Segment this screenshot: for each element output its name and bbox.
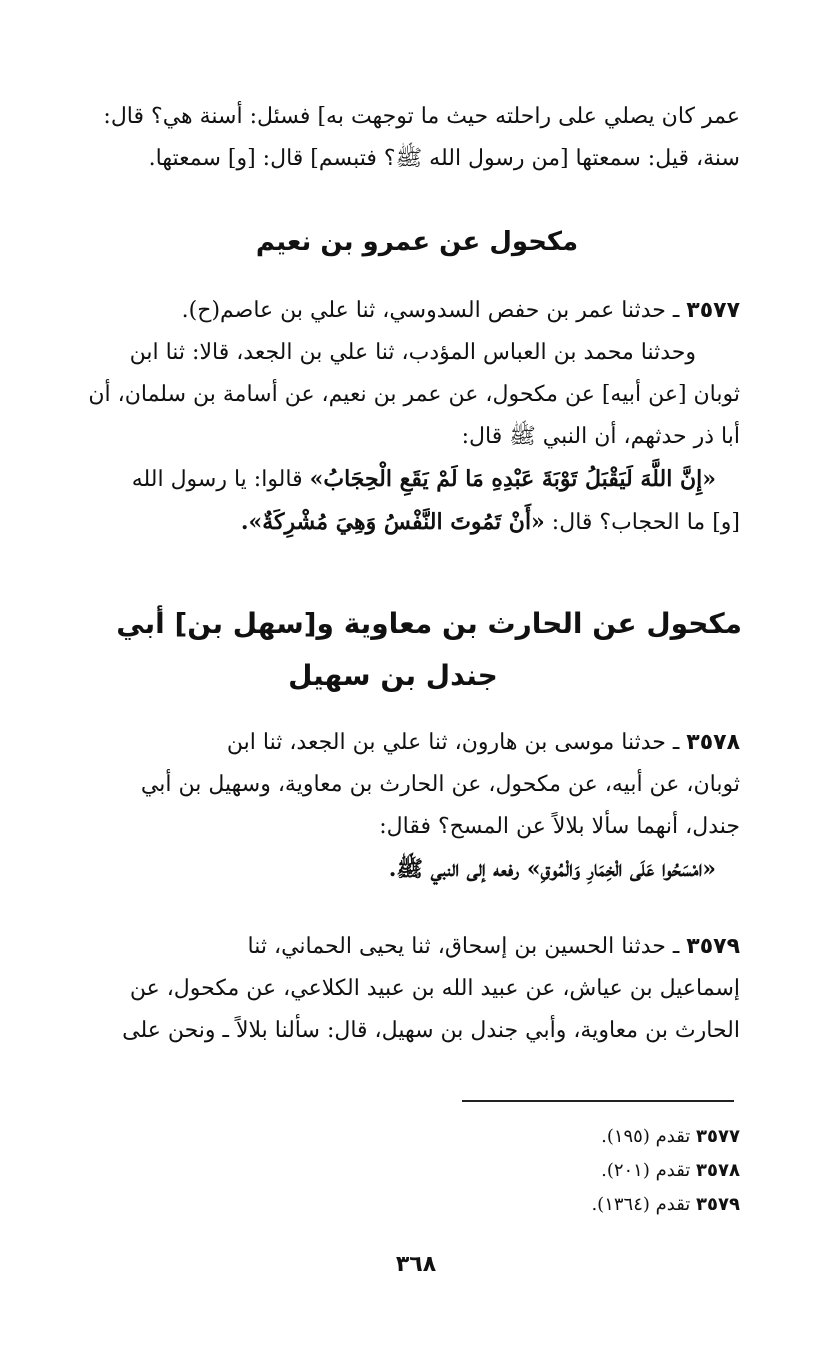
continuation-paragraph [90,96,740,180]
hadith-number: ٣٥٧٨ [686,730,740,755]
footnote [591,1188,740,1222]
quote-question: [و] ما الحجاب؟ قال: [544,510,740,535]
hadith-3578 [90,722,740,890]
hadith-first-line [90,290,740,332]
text-line: إسماعيل بن عياش، عن عبيد الله بن عبيد الكلاعي، عن مكحول، عن [129,976,740,1001]
quote-continuation: قالوا: يا رسول الله [131,467,310,492]
text-line: سنة، قيل: سمعتها [من رسول الله ﷺ؟ فتبسم] قال: [و] سمعتها. [148,146,740,171]
text-line: أبا ذر حدثهم، أن النبي ﷺ قال: [461,424,740,449]
text-line: جندل، أنهما سألا بلالاً عن المسح؟ فقال: [379,814,740,839]
text-line: عمر كان يصلي على راحلته حيث ما توجهت به] فسئل: أسنة هي؟ قال: [103,104,740,129]
prophetic-quote: «أَنْ تَمُوتَ النَّفْسُ وَهِيَ مُشْرِكَةٌ». [240,509,545,535]
footnotes [591,1120,740,1222]
footnote-divider [462,1100,734,1102]
prophetic-quote: «إِنَّ اللَّهَ لَيَقْبَلُ تَوْبَةَ عَبْدِهِ مَا لَمْ يَقَعِ الْحِجَابُ» [309,466,716,492]
footnote-number: ٣٥٧٩ [696,1194,740,1215]
hadith-chain: ـ حدثنا موسى بن هارون، ثنا علي بن الجعد، ثنا ابن [226,730,687,755]
heading-line: مكحول عن الحارث بن معاوية و[سهل بن] أبي [116,607,742,640]
footnote-text: تقدم (٢٠١). [601,1160,697,1181]
footnote [591,1120,740,1154]
text-line: الحارث بن معاوية، وأبي جندل بن سهيل، قال: سألنا بلالاً ـ ونحن على [122,1018,740,1043]
section-heading [44,598,742,702]
hadith-number: ٣٥٧٩ [686,934,740,959]
text-line: ثوبان، عن أبيه، عن مكحول، عن الحارث بن معاوية، وسهيل بن أبي [140,772,740,797]
hadith-chain: ـ حدثنا عمر بن حفص السدوسي، ثنا علي بن عاصم(ح). [181,298,687,323]
prophetic-quote: «امْسَحُوا عَلَى الْخِمَارِ وَالْمُوقِ» رفعه إلى النبي ﷺ. [388,856,716,882]
footnote-text: تقدم (١٣٦٤). [591,1194,697,1215]
quote-line [90,501,740,544]
heading-line: جندل بن سهيل [288,659,498,692]
hadith-3579 [90,926,740,1052]
footnote [591,1154,740,1188]
section-heading: مكحول عن عمرو بن نعيم [255,227,579,257]
hadith-chain: ـ حدثنا الحسين بن إسحاق، ثنا يحيى الحماني، ثنا [247,934,687,959]
page-number: ٣٦٨ [395,1252,437,1277]
footnote-text: تقدم (١٩٥). [601,1126,697,1147]
hadith-first-line [90,722,740,764]
hadith-first-line [90,926,740,968]
hadith-3577 [90,290,740,544]
text-line: وحدثنا محمد بن العباس المؤدب، ثنا علي بن الجعد، قالا: ثنا ابن [129,340,696,365]
footnote-number: ٣٥٧٧ [696,1126,740,1147]
hadith-number: ٣٥٧٧ [686,298,740,323]
text-line: ثوبان [عن أبيه] عن مكحول، عن عمر بن نعيم، عن أسامة بن سلمان، أن [88,382,740,407]
footnote-number: ٣٥٧٨ [696,1160,740,1181]
quote-line [90,458,740,501]
